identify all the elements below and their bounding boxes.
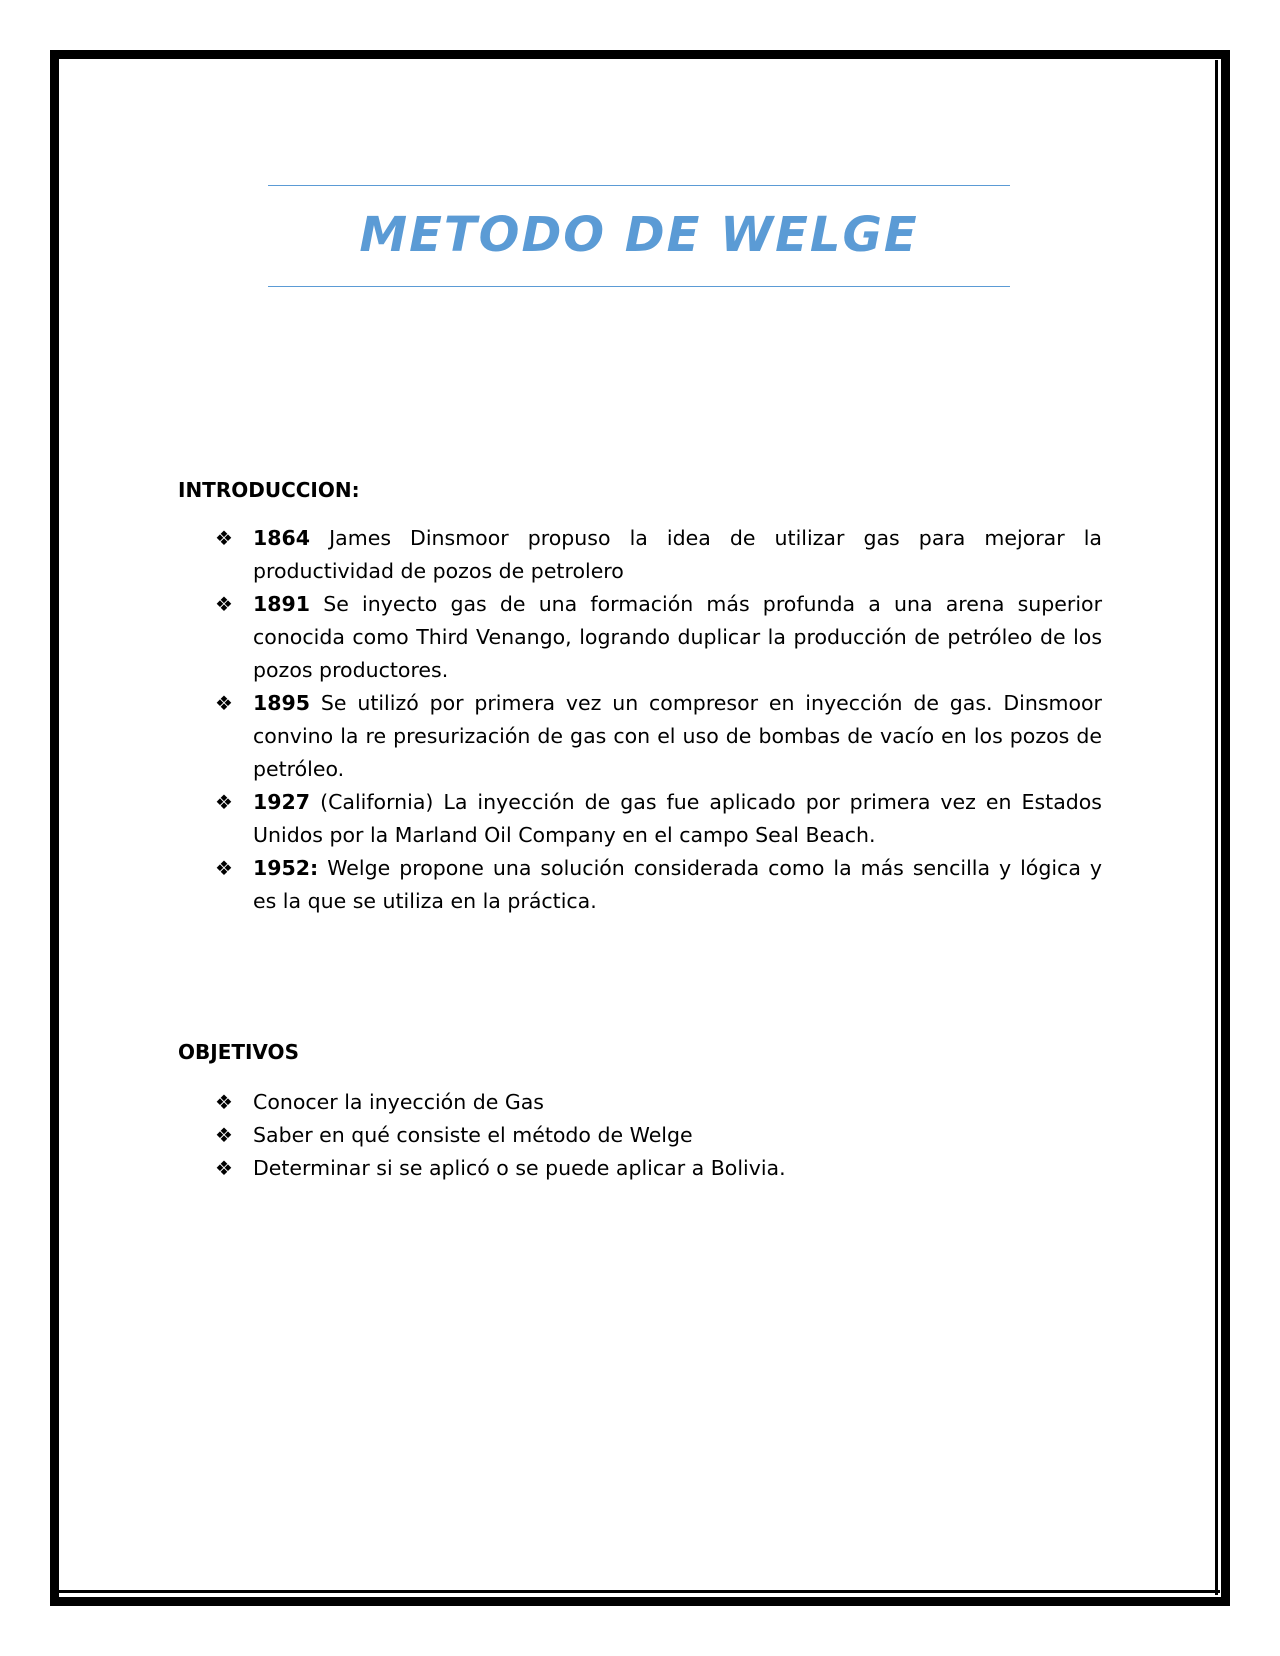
- list-item-year: 1927: [253, 790, 311, 814]
- page-border-inner-bottom: [58, 1590, 1220, 1593]
- list-item-text: Se utilizó por primera vez un compresor en inyección de gas. Dinsmoor convino la re presurización de gas con el uso de bombas de vacío en los pozos de petróleo.: [253, 691, 1102, 781]
- diamond-bullet-icon: ❖: [215, 691, 233, 715]
- diamond-bullet-icon: ❖: [215, 526, 233, 550]
- list-item: [178, 1152, 1102, 1185]
- list-item: [178, 522, 1102, 588]
- list-item: [178, 1086, 1102, 1119]
- title-block: [268, 185, 1010, 287]
- list-item-text: (California) La inyección de gas fue aplicado por primera vez en Estados Unidos por la Marland Oil Company en el campo Seal Beach.: [253, 790, 1102, 847]
- document-title: METODO DE WELGE: [359, 207, 919, 263]
- diamond-bullet-icon: ❖: [215, 856, 233, 880]
- diamond-bullet-icon: ❖: [215, 1156, 233, 1180]
- diamond-bullet-icon: ❖: [215, 1090, 233, 1114]
- list-item-year: 1864: [253, 526, 311, 550]
- list-item: [178, 852, 1102, 918]
- page-border-inner-right: [1215, 60, 1218, 1595]
- objetivos-heading: OBJETIVOS: [178, 1040, 299, 1064]
- introduccion-list: [178, 522, 1102, 918]
- list-item-text: Se inyecto gas de una formación más profunda a una arena superior conocida como Third Venango, logrando duplicar la producción de petróleo de los pozos productores.: [253, 592, 1102, 682]
- list-item-text: James Dinsmoor propuso la idea de utilizar gas para mejorar la productividad de pozos de petrolero: [253, 526, 1102, 583]
- list-item-text: Determinar si se aplicó o se puede aplicar a Bolivia.: [253, 1156, 786, 1180]
- diamond-bullet-icon: ❖: [215, 790, 233, 814]
- list-item-year: 1891: [253, 592, 311, 616]
- list-item-text: Welge propone una solución considerada como la más sencilla y lógica y es la que se utiliza en la práctica.: [253, 856, 1102, 913]
- list-item: [178, 588, 1102, 687]
- list-item-year: 1952:: [253, 856, 319, 880]
- title-rule-top: [268, 185, 1010, 186]
- diamond-bullet-icon: ❖: [215, 1123, 233, 1147]
- list-item: [178, 786, 1102, 852]
- list-item: [178, 1119, 1102, 1152]
- objetivos-list: [178, 1086, 1102, 1185]
- title-rule-bottom: [268, 286, 1010, 287]
- list-item-text: Conocer la inyección de Gas: [253, 1090, 544, 1114]
- diamond-bullet-icon: ❖: [215, 592, 233, 616]
- list-item-year: 1895: [253, 691, 311, 715]
- introduccion-heading: INTRODUCCION:: [178, 478, 360, 502]
- list-item-text: Saber en qué consiste el método de Welge: [253, 1123, 693, 1147]
- list-item: [178, 687, 1102, 786]
